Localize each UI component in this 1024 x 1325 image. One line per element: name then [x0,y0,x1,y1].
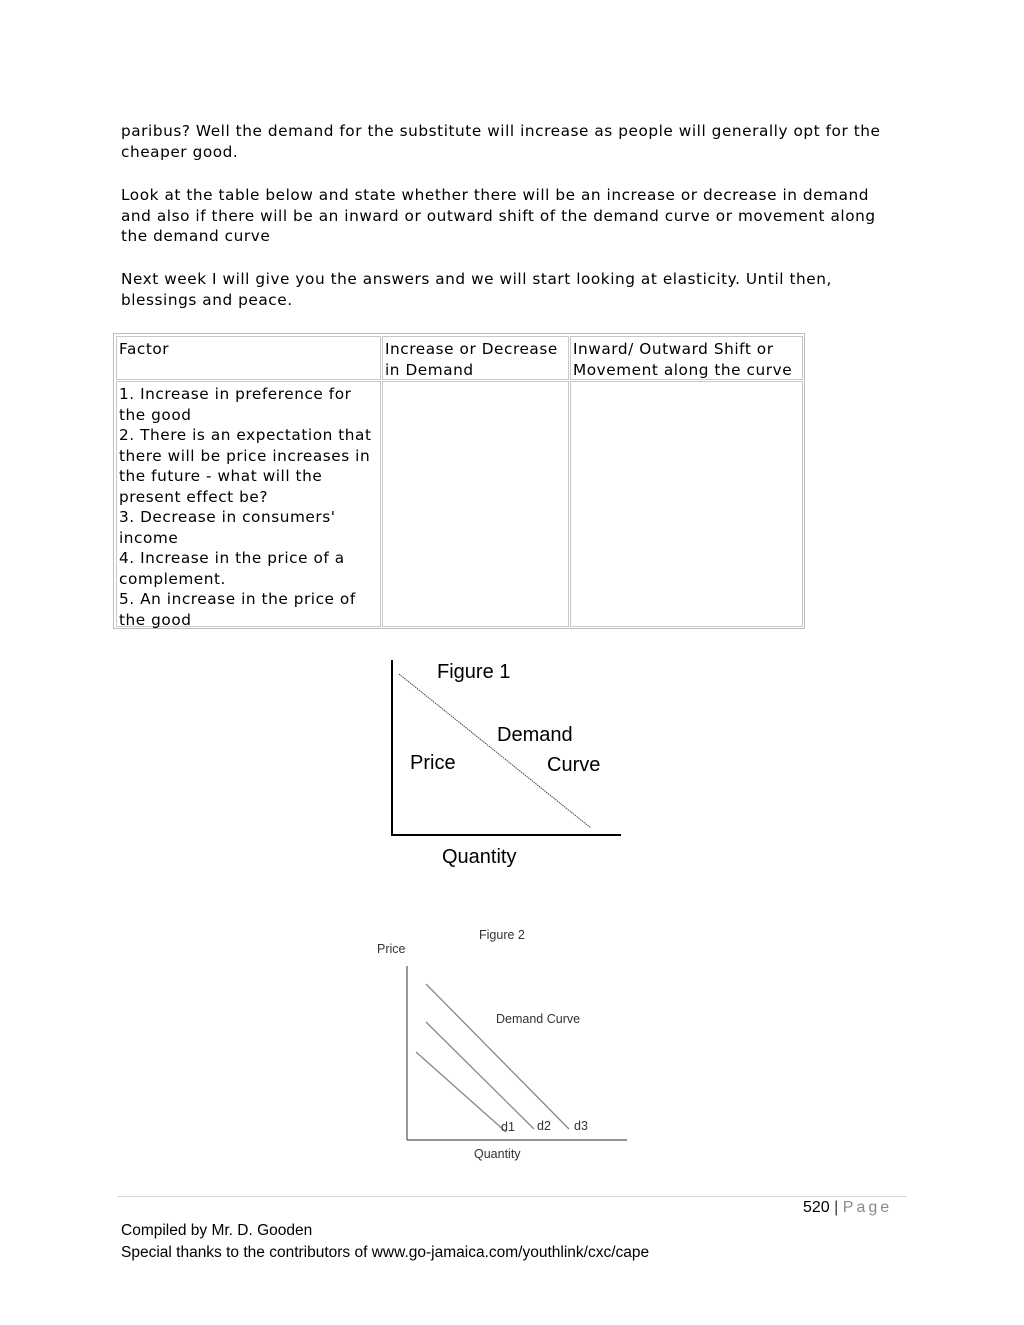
factor-line: present effect be? [119,487,269,506]
figure-2-d3-label: d3 [574,1119,588,1133]
header-line: Increase or Decrease [385,340,558,358]
figure-2-d1-label: d1 [501,1120,515,1134]
footer-thanks: Special thanks to the contributors of www.go-jamaica.com/youthlink/cxc/cape [121,1244,650,1261]
header-line: Movement along the curve [573,360,793,379]
page-number-value: 520 [803,1199,830,1216]
factor-line: the good [119,405,192,424]
figure-1-title: Figure 1 [437,661,511,683]
factor-line: the good [119,610,192,629]
figure-2-price-label: Price [377,942,406,956]
figure-2-demand-curve-label: Demand Curve [496,1012,581,1026]
factor-line: income [119,528,179,547]
header-line: Inward/ Outward Shift or [573,340,774,358]
figure-2-curve-d1 [416,1052,506,1132]
header-increase-decrease [382,336,569,380]
text-line: cheaper good. [121,142,239,161]
figure-2-d2-label: d2 [537,1119,551,1133]
figure-1-quantity-label: Quantity [442,846,517,868]
factor-line: 3. Decrease in consumers' [119,508,336,526]
text-line: blessings and peace. [121,290,293,309]
header-shift [570,336,803,380]
text-line: the demand curve [121,227,271,245]
paragraph-substitute [121,121,911,162]
figure-1-curve-label: Curve [547,754,601,776]
text-line: Next week I will give you the answers and we will start looking at elasticity. Until then, [121,270,832,288]
paragraph-instructions [121,185,911,247]
factor-line: 2. There is an expectation that [119,426,372,444]
figure-1 [385,652,630,874]
figure-2-curve-d3 [426,984,569,1129]
factor-line: the future - what will the [119,467,323,485]
header-line: in Demand [385,360,474,379]
figure-2-title: Figure 2 [479,928,525,942]
paragraph-next-week [121,269,911,310]
factor-line: 5. An increase in the price of [119,590,356,608]
footer-compiled-by: Compiled by Mr. D. Gooden [121,1222,313,1239]
factor-list-cell [116,381,381,627]
header-factor-text: Factor [119,340,170,358]
page-number [803,1199,892,1217]
page-word: Page [842,1199,893,1216]
figure-2-quantity-label: Quantity [474,1147,521,1161]
answer-increase-decrease-cell[interactable] [382,381,569,627]
figure-2 [370,922,635,1167]
factor-line: 4. Increase in the price of a [119,549,345,567]
answer-shift-cell[interactable] [570,381,803,627]
factor-line: 1. Increase in preference for [119,385,352,403]
figure-1-price-label: Price [410,752,456,774]
page-separator: | [834,1199,839,1216]
text-line: paribus? Well the demand for the substitute will increase as people will generally opt for the [121,122,881,140]
figure-1-demand-line [399,674,591,828]
header-factor [116,336,381,380]
factor-line: there will be price increases in [119,446,371,465]
factor-line: complement. [119,569,226,588]
factor-table [113,333,805,629]
figure-1-demand-label: Demand [497,724,573,746]
text-line: and also if there will be an inward or outward shift of the demand curve or movement along [121,206,876,225]
text-line: Look at the table below and state whether there will be an increase or decrease in demand [121,186,870,204]
footer-divider [117,1196,907,1197]
